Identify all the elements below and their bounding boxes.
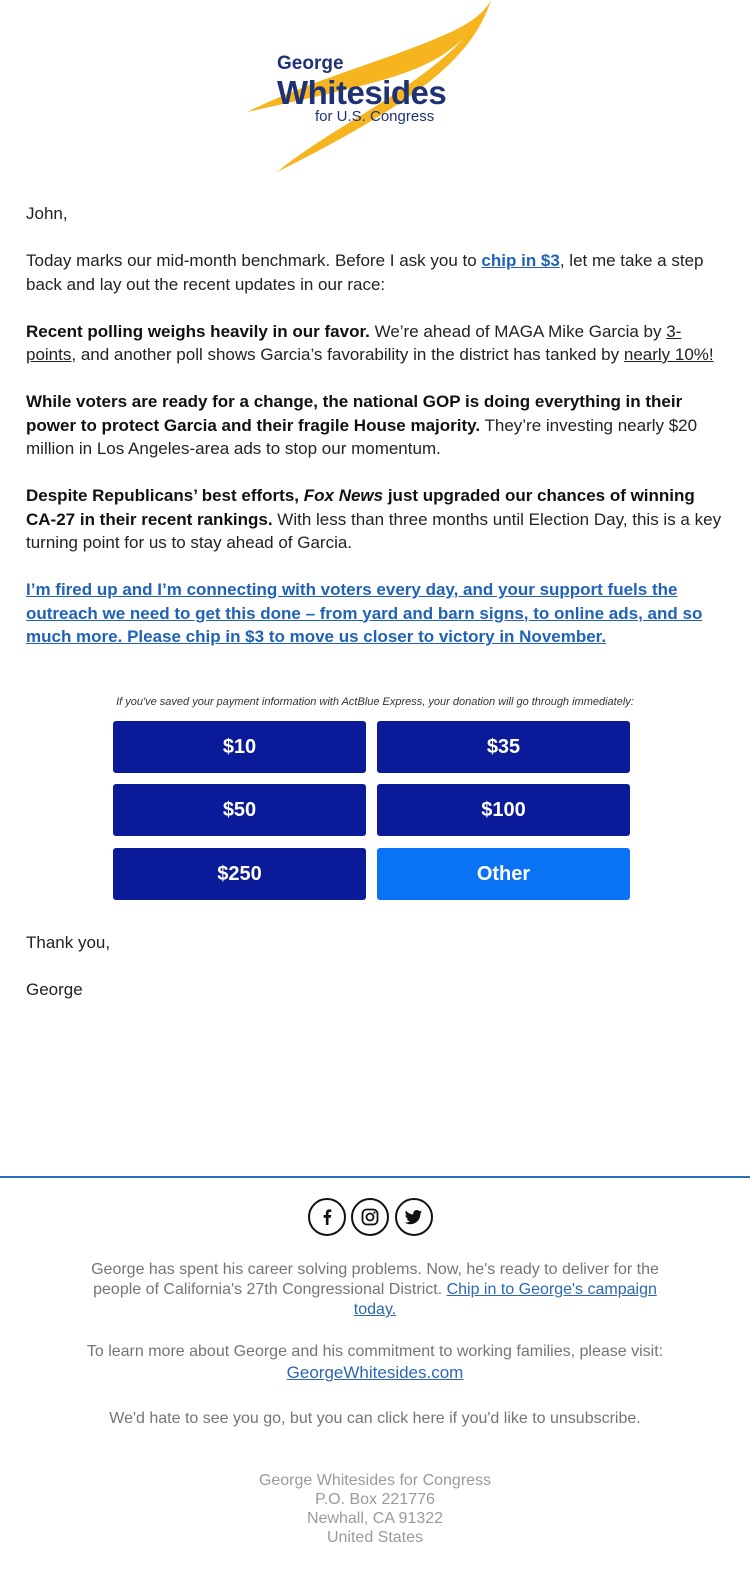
p4-italic: Fox News xyxy=(303,486,384,505)
address-line: P.O. Box 221776 xyxy=(315,1491,435,1508)
facebook-link[interactable] xyxy=(308,1198,346,1236)
signoff-name: George xyxy=(26,980,83,999)
paragraph-benchmark xyxy=(26,249,726,296)
p4-bold1: Despite Republicans’ best efforts, xyxy=(26,486,304,505)
address-line: Newhall, CA 91322 xyxy=(306,1510,444,1527)
donate-10-button[interactable]: $10 xyxy=(113,721,366,773)
paragraph-polling xyxy=(26,320,726,367)
p3-rest: They’re investing nearly $20 million in Los Angeles-area ads to stop our momentum. xyxy=(26,415,698,458)
poll-3-points-link[interactable]: 3-points xyxy=(26,321,682,364)
logo-first-name: George xyxy=(277,53,344,74)
instagram-link[interactable] xyxy=(351,1198,389,1236)
campaign-logo xyxy=(245,0,505,180)
footer-learn-text: To learn more about George and his commitment to working families, please visit: xyxy=(86,1343,664,1360)
donate-100-button[interactable]: $100 xyxy=(377,784,630,836)
donate-250-button[interactable]: $250 xyxy=(113,848,366,900)
address-line: United States xyxy=(326,1529,424,1546)
actblue-note: If you've saved your payment information with ActBlue Express, your donation will go through immediately: xyxy=(116,696,634,708)
logo-tagline: for U.S. Congress xyxy=(315,108,435,125)
p1-pre: Today marks our mid-month benchmark. Before I ask you to xyxy=(26,251,482,270)
twitter-link[interactable] xyxy=(395,1198,433,1236)
donate-35-button[interactable]: $35 xyxy=(377,721,630,773)
paragraph-rankings xyxy=(26,484,726,555)
email-body xyxy=(26,202,726,672)
footer-website-link[interactable]: GeorgeWhitesides.com xyxy=(286,1363,464,1382)
call-to-action-link[interactable]: I’m fired up and I’m connecting with voters every day, and your support fuels the outreach we need to get this done – from yard and barn signs, to online ads, and so much more. Please chip in $3 to move us closer to victory in November. xyxy=(26,580,703,646)
chip-in-link[interactable]: chip in $3 xyxy=(481,251,560,270)
footer-address xyxy=(0,1471,750,1547)
footer-chip-in-link[interactable]: Chip in to George's campaign today. xyxy=(353,1281,657,1318)
footer-unsubscribe[interactable]: We'd hate to see you go, but you can click here if you'd like to unsubscribe. xyxy=(109,1410,641,1427)
footer-about-text: George has spent his career solving problems. Now, he's ready to deliver for the people of California's 27th Congressional District. xyxy=(91,1261,659,1298)
p2-mid: We’re ahead of MAGA Mike Garcia by xyxy=(369,321,667,341)
greeting-text: John, xyxy=(26,204,68,223)
donate-50-button[interactable]: $50 xyxy=(113,784,366,836)
p2-bold: Recent polling weighs heavily in our favor. xyxy=(26,321,370,341)
p1-post: , let me take a step back and lay out the recent updates in our race: xyxy=(26,251,704,294)
footer-divider xyxy=(0,1176,750,1178)
instagram-icon xyxy=(360,1207,380,1227)
paragraph-gop xyxy=(26,390,726,461)
facebook-icon xyxy=(317,1207,337,1227)
donate-other-button[interactable]: Other xyxy=(377,848,630,900)
twitter-icon xyxy=(404,1207,424,1227)
p4-rest: With less than three months until Election Day, this is a key turning point for us to stay ahead of Garcia. xyxy=(26,509,722,552)
footer-learn-more xyxy=(80,1342,670,1384)
p2-mid2: , and another poll shows Garcia’s favorability in the district has tanked by xyxy=(71,345,624,364)
poll-10-percent-link[interactable]: nearly 10%! xyxy=(623,345,714,364)
footer-about xyxy=(80,1260,670,1320)
p3-bold: While voters are ready for a change, the national GOP is doing everything in their power to protect Garcia and their fragile House majority. xyxy=(26,392,683,435)
address-line: George Whitesides for Congress xyxy=(258,1472,492,1489)
signoff-thanks: Thank you, xyxy=(26,933,111,952)
greeting xyxy=(26,202,726,226)
logo-last-name: Whitesides xyxy=(277,74,447,111)
p4-bold2: just upgraded our chances of winning CA-27 in their recent rankings. xyxy=(26,486,695,529)
paragraph-call-to-action xyxy=(26,578,726,649)
